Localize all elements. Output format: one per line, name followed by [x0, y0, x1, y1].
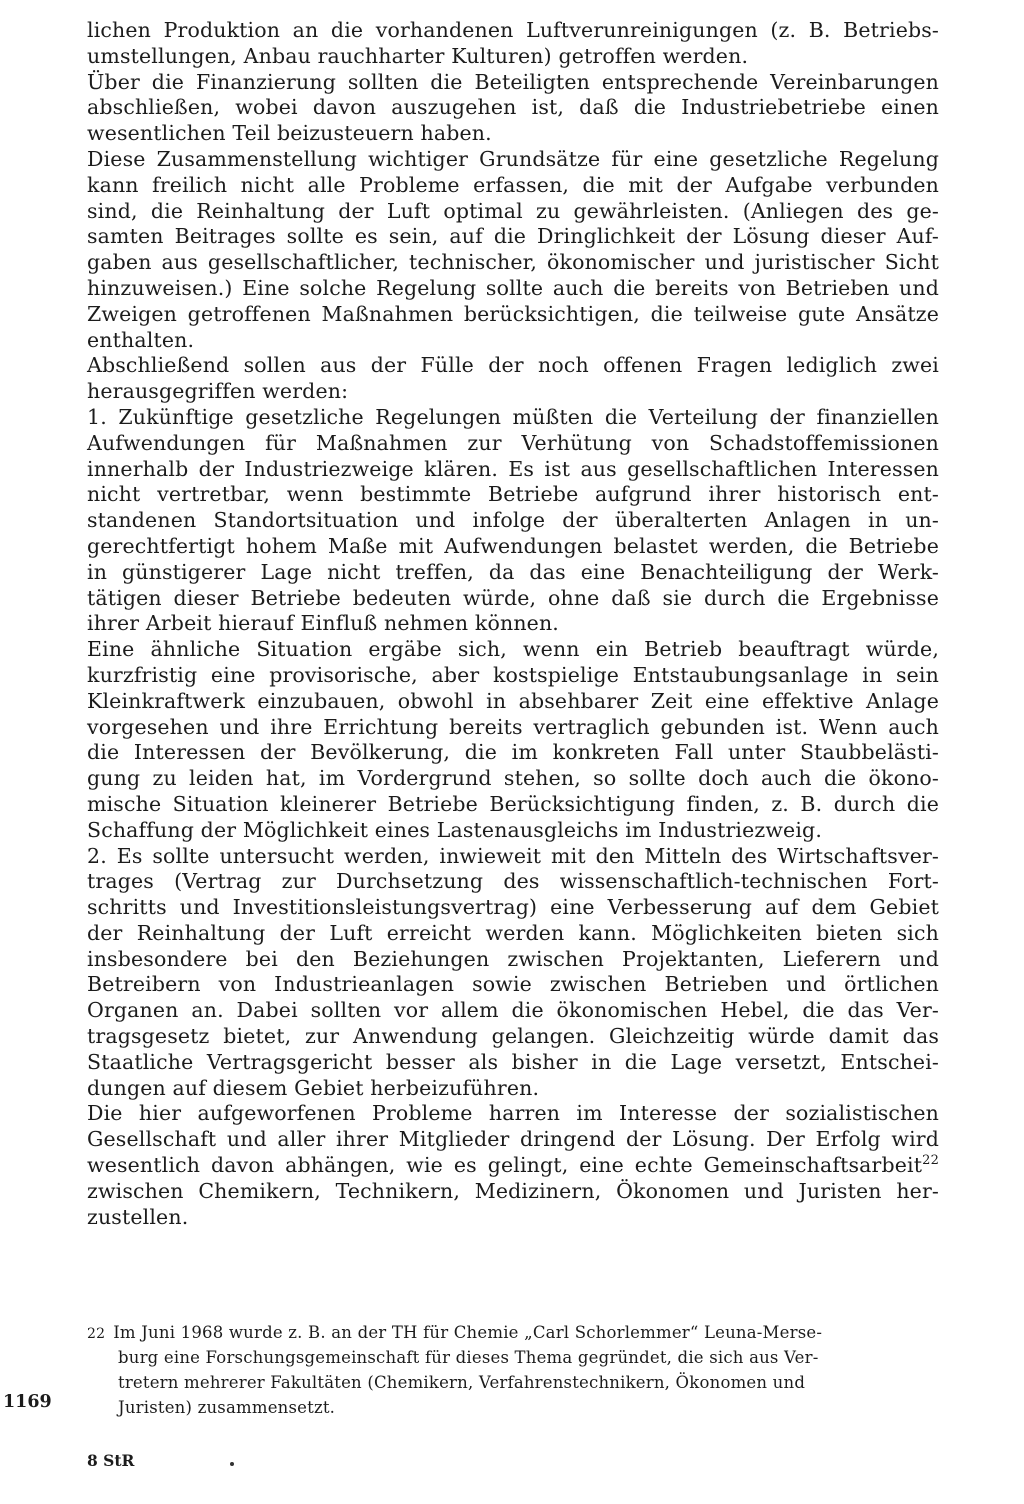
text-line: enthalten.	[87, 327, 195, 352]
text-line: wesentlichen Teil beizusteuern haben.	[87, 121, 492, 146]
text-line: nicht vertretbar, wenn bestimmte Betriebe aufgrund ihrer historisch ent-	[87, 482, 939, 507]
text-line: tragsgesetz bietet, zur Anwendung gelangen. Gleichzeitig würde damit das	[87, 1024, 939, 1049]
text-line	[87, 1153, 939, 1179]
text-line: gerechtfertigt hohem Maße mit Aufwendungen belastet werden, die Betriebe	[87, 533, 939, 558]
text-line: Aufwendungen für Maßnahmen zur Verhütung von Schadstoffemissionen	[87, 430, 939, 455]
footnote-reference: 22	[922, 1153, 939, 1169]
text-line: Staatliche Vertragsgericht besser als bisher in die Lage versetzt, Entschei-	[87, 1049, 939, 1074]
text-line: Eine ähnliche Situation ergäbe sich, wenn ein Betrieb beauftragt würde,	[87, 637, 939, 662]
text-line: 1. Zukünftige gesetzliche Regelungen müßten die Verteilung der finanziellen	[87, 404, 939, 429]
text-line: vorgesehen und ihre Errichtung bereits vertraglich gebunden ist. Wenn auch	[87, 714, 939, 739]
main-text	[87, 18, 939, 1230]
text-line: 2. Es sollte untersucht werden, inwieweit mit den Mitteln des Wirtschaftsver-	[87, 843, 939, 868]
text-line: mische Situation kleinerer Betriebe Berücksichtigung finden, z. B. durch die	[87, 791, 939, 816]
text-line: Die hier aufgeworfenen Probleme harren im Interesse der sozialistischen	[87, 1101, 939, 1126]
text-line: gaben aus gesellschaftlicher, technischer, ökonomischer und juristischer Sicht	[87, 250, 939, 275]
text-line: Diese Zusammenstellung wichtiger Grundsätze für eine gesetzliche Regelung	[87, 146, 939, 171]
text-line: der Reinhaltung der Luft erreicht werden kann. Möglichkeiten bieten sich	[87, 920, 939, 945]
text-line: Organen an. Dabei sollten vor allem die ökonomischen Hebel, die das Ver-	[87, 998, 939, 1023]
text-line: samten Beitrages sollte es sein, auf die Dringlichkeit der Lösung dieser Auf-	[87, 224, 939, 249]
footnote-line: burg eine Forschungsgemeinschaft für dieses Thema gegründet, die sich aus Ver-	[118, 1348, 819, 1367]
text-line: standenen Standortsituation und infolge der überalterten Anlagen in un-	[87, 508, 939, 533]
text-line: umstellungen, Anbau rauchharter Kulturen) getroffen werden.	[87, 43, 749, 68]
text-line: Gesellschaft und aller ihrer Mitglieder dringend der Lösung. Der Erfolg wird	[87, 1127, 939, 1152]
text-line: dungen auf diesem Gebiet herbeizuführen.	[87, 1075, 540, 1100]
text-line: trages (Vertrag zur Durchsetzung des wissenschaftlich-technischen Fort-	[87, 869, 939, 894]
text-line: die Interessen der Bevölkerung, die im konkreten Fall unter Staubbelästi-	[87, 740, 939, 765]
text-line: Schaffung der Möglichkeit eines Lastenausgleichs im Industriezweig.	[87, 817, 822, 842]
text-line: tätigen dieser Betriebe bedeuten würde, ohne daß sie durch die Ergebnisse	[87, 585, 939, 610]
text-line: herausgegriffen werden:	[87, 379, 349, 404]
text-line: Über die Finanzierung sollten die Beteiligten entsprechende Vereinbarungen	[87, 69, 939, 94]
text-line: innerhalb der Industriezweige klären. Es ist aus gesellschaftlichen Interessen	[87, 456, 939, 481]
text-line: lichen Produktion an die vorhandenen Luftverunreinigungen (z. B. Betriebs-	[87, 18, 939, 42]
footnote-line: Juristen) zusammensetzt.	[118, 1398, 336, 1417]
page-number: 1169	[3, 1392, 52, 1412]
text-line: zwischen Chemikern, Technikern, Medizinern, Ökonomen und Juristen her-	[87, 1178, 939, 1203]
text-line: kurzfristig eine provisorische, aber kostspielige Entstaubungsanlage in sein	[87, 662, 939, 687]
footnote-line: tretern mehrerer Fakultäten (Chemikern, Verfahrenstechnikern, Ökonomen und	[118, 1373, 806, 1392]
text-line: sind, die Reinhaltung der Luft optimal zu gewährleisten. (Anliegen des ge-	[87, 198, 939, 223]
text-line: kann freilich nicht alle Probleme erfassen, die mit der Aufgabe verbunden	[87, 172, 939, 197]
text-line: Betreibern von Industrieanlagen sowie zwischen Betrieben und örtlichen	[87, 972, 939, 997]
text-line: zustellen.	[87, 1204, 189, 1229]
text-line: in günstigerer Lage nicht treffen, da das eine Benachteiligung der Werk-	[87, 559, 939, 584]
text-line: insbesondere bei den Beziehungen zwischen Projektanten, Lieferern und	[87, 946, 939, 971]
footnote-number: 22	[87, 1326, 106, 1342]
footnote-text: Im Juni 1968 wurde z. B. an der TH für Chemie „Carl Schorlemmer“ Leuna-Merse-	[113, 1323, 823, 1342]
footnote-line	[87, 1320, 949, 1345]
text-line: Abschließend sollen aus der Fülle der noch offenen Fragen lediglich zwei	[87, 353, 939, 378]
text-line: gung zu leiden hat, im Vordergrund stehen, so sollte doch auch die ökono-	[87, 766, 939, 791]
text-line: Kleinkraftwerk einzubauen, obwohl in absehbarer Zeit eine effektive Anlage	[87, 688, 939, 713]
print-speck	[230, 1462, 234, 1466]
text-line: abschließen, wobei davon auszugehen ist, daß die Industriebetriebe einen	[87, 95, 939, 120]
text-line: ihrer Arbeit hierauf Einfluß nehmen können.	[87, 611, 559, 636]
text-line-content: wesentlich davon abhängen, wie es gelingt, eine echte Gemeinschaftsarbeit	[87, 1153, 923, 1178]
text-line: hinzuweisen.) Eine solche Regelung sollte auch die bereits von Betrieben und	[87, 275, 939, 300]
text-line: Zweigen getroffenen Maßnahmen berücksichtigen, die teilweise gute Ansätze	[87, 301, 939, 326]
printer-signature: 8 StR	[87, 1451, 135, 1470]
footnote	[87, 1320, 949, 1420]
text-line: schritts und Investitionsleistungsvertrag) eine Verbesserung auf dem Gebiet	[87, 895, 939, 920]
